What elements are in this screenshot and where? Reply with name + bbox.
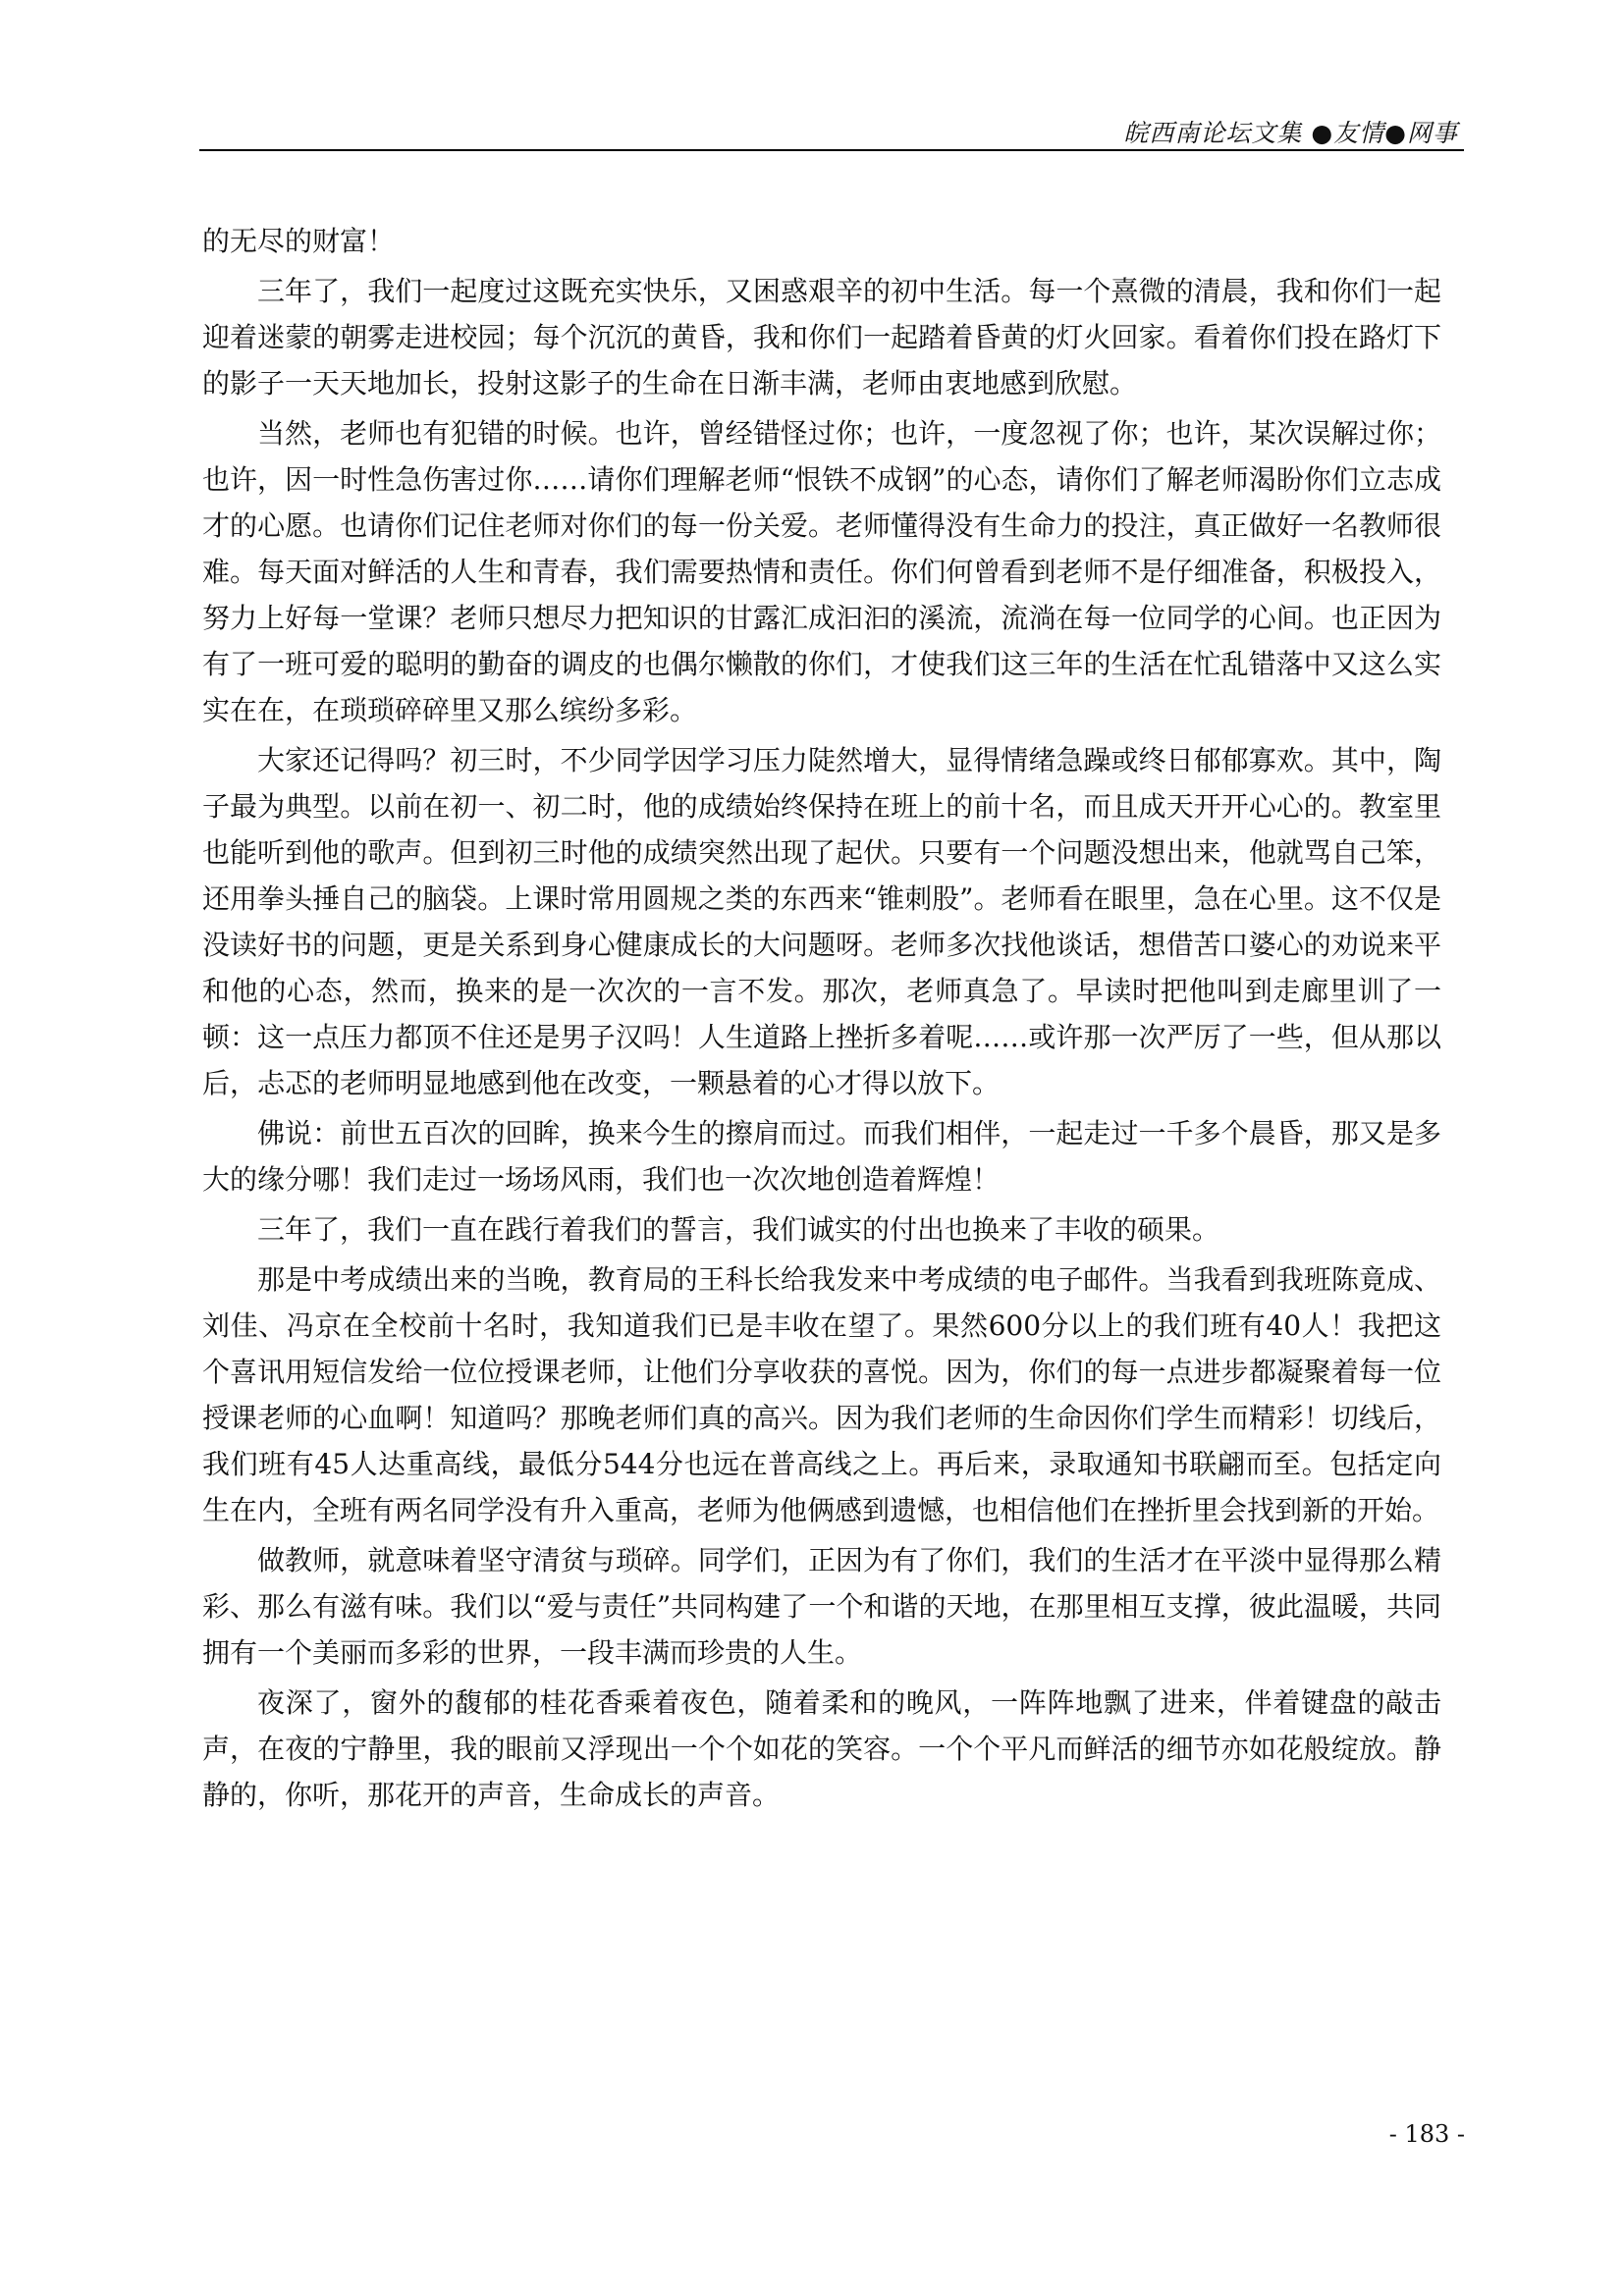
paragraph: 大家还记得吗？初三时，不少同学因学习压力陡然增大，显得情绪急躁或终日郁郁寡欢。其中，陶子最为典型。以前在初一、初二时，他的成绩始终保持在班上的前十名，而且成天开开心心的。教室里也能听到他的歌声。但到初三时他的成绩突然出现了起伏。只要有一个问题没想出来，他就骂自己笨，还用拳头捶自己的脑袋。上课时常用圆规之类的东西来“锥刺股”。老师看在眼里，急在心里。这不仅是没读好书的问题，更是关系到身心健康成长的大问题呀。老师多次找他谈话，想借苦口婆心的劝说来平和他的心态，然而，换来的是一次次的一言不发。那次，老师真急了。早读时把他叫到走廊里训了一顿：这一点压力都顶不住还是男子汉吗！人生道路上挫折多着呢……或许那一次严厉了一些，但从那以后，忐忑的老师明显地感到他在改变，一颗悬着的心才得以放下。 [202, 744, 1441, 1099]
paragraph: 做教师，就意味着坚守清贫与琐碎。同学们，正因为有了你们，我们的生活才在平淡中显得那么精彩、那么有滋有味。我们以“爱与责任”共同构建了一个和谐的天地，在那里相互支撑，彼此温暖，共同拥有一个美丽而多彩的世界，一段丰满而珍贵的人生。 [202, 1544, 1441, 1669]
paragraph: 的无尽的财富！ [202, 225, 396, 257]
body-text [202, 218, 1441, 1822]
page-number: - 183 - [1388, 2120, 1465, 2148]
paragraph: 三年了，我们一直在践行着我们的誓言，我们诚实的付出也换来了丰收的硕果。 [257, 1213, 1220, 1246]
paragraph: 三年了，我们一起度过这既充实快乐，又困惑艰辛的初中生活。每一个熹微的清晨，我和你们一起迎着迷蒙的朝雾走进校园；每个沉沉的黄昏，我和你们一起踏着昏黄的灯火回家。看着你们投在路灯下的影子一天天地加长，投射这影子的生命在日渐丰满，老师由衷地感到欣慰。 [202, 275, 1441, 400]
header-title: 皖西南论坛文集 ●友情●网事 [1123, 119, 1458, 147]
paragraph: 夜深了，窗外的馥郁的桂花香乘着夜色，随着柔和的晚风，一阵阵地飘了进来，伴着键盘的敲击声，在夜的宁静里，我的眼前又浮现出一个个如花的笑容。一个个平凡而鲜活的细节亦如花般绽放。静静的，你听，那花开的声音，生命成长的声音。 [202, 1686, 1441, 1811]
running-header [199, 110, 1464, 151]
paragraph: 那是中考成绩出来的当晚，教育局的王科长给我发来中考成绩的电子邮件。当我看到我班陈竟成、刘佳、冯京在全校前十名时，我知道我们已是丰收在望了。果然600分以上的我们班有40人！我把这个喜讯用短信发给一位位授课老师，让他们分享收获的喜悦。因为，你们的每一点进步都凝聚着每一位授课老师的心血啊！知道吗？那晚老师们真的高兴。因为我们老师的生命因你们学生而精彩！切线后，我们班有45人达重高线，最低分544分也远在普高线之上。再后来，录取通知书联翩而至。包括定向生在内，全班有两名同学没有升入重高，老师为他俩感到遗憾，也相信他们在挫折里会找到新的开始。 [202, 1263, 1441, 1526]
paragraph: 佛说：前世五百次的回眸，换来今生的擦肩而过。而我们相伴，一起走过一千多个晨昏，那又是多大的缘分哪！我们走过一场场风雨，我们也一次次地创造着辉煌！ [202, 1117, 1441, 1196]
paragraph: 当然，老师也有犯错的时候。也许，曾经错怪过你；也许，一度忽视了你；也许，某次误解过你；也许，因一时性急伤害过你……请你们理解老师“恨铁不成钢”的心态，请你们了解老师渴盼你们立志成才的心愿。也请你们记住老师对你们的每一份关爱。老师懂得没有生命力的投注，真正做好一名教师很难。每天面对鲜活的人生和青春，我们需要热情和责任。你们何曾看到老师不是仔细准备，积极投入，努力上好每一堂课？老师只想尽力把知识的甘露汇成汩汩的溪流，流淌在每一位同学的心间。也正因为有了一班可爱的聪明的勤奋的调皮的也偶尔懒散的你们，才使我们这三年的生活在忙乱错落中又这么实实在在，在琐琐碎碎里又那么缤纷多彩。 [202, 417, 1441, 726]
